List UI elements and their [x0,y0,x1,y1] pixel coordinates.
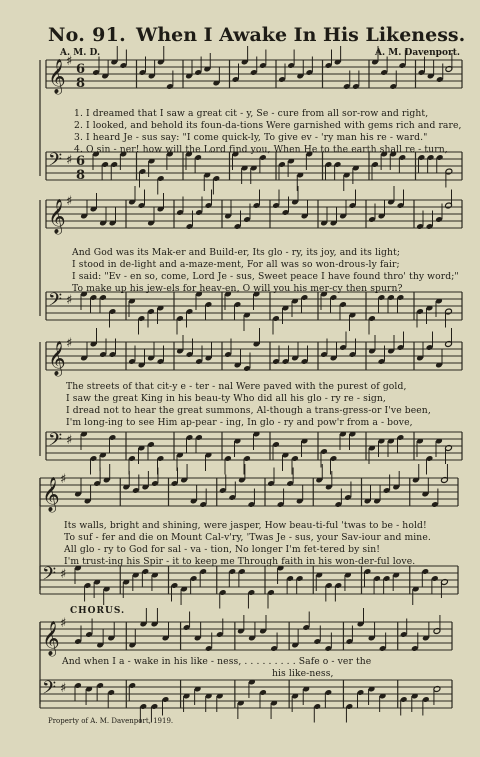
bass-clef-icon: 𝄢 [48,290,63,315]
words-credit: A. M. D. [60,48,101,58]
key-signature-sharp-icon: ♯ [66,336,73,351]
verse-1-line-2: And God was its Mak-er and Build-er, Its glo - ry, its joy, and its light; [72,247,401,258]
verse-2-line-2: I stood in de-light and a-maze-ment, For all was so won-drous-ly fair; [72,259,400,270]
verse-1-line-1: 1. I dreamed that I saw a great cit - y, Se - cure from all sor-row and right, [74,108,429,119]
treble-clef-icon: 𝄞 [48,199,66,234]
music-credit: A. M. Davenport. [375,48,460,58]
chorus-line-1: And when I a - wake in his like - ness, . . . . . . . . . Safe o - ver the [62,656,372,667]
verse-3-line-2: I said: "Ev - en so, come, Lord Je - sus, Sweet peace I have found thro' thy word;" [72,271,459,282]
verse-4-line-2: To make up his jew-els for heav-en, O will you his mer-cy then spurn? [72,283,403,294]
verse-1-line-4: Its walls, bright and shining, were jasper, How beau-ti-ful 'twas to be - hold! [64,520,427,531]
treble-clef-icon: 𝄞 [42,477,60,512]
key-signature-sharp-icon: ♯ [60,681,67,696]
time-signature-top: 6 [76,62,86,77]
bass-clef-icon: 𝄢 [42,678,57,703]
time-signature-bottom: 8 [76,76,86,91]
key-signature-sharp-icon: ♯ [66,54,73,69]
verse-3-line-3: I dread not to hear the great summons, Al-though a trans-gress-or I've been, [66,405,431,416]
verse-2-line-3: I saw the great King in his beau-ty Who did all his glo - ry re - sign, [66,393,386,404]
treble-clef-icon: 𝄞 [42,621,60,656]
verse-4-line-3: I'm long-ing to see Him ap-pear - ing, In glo - ry and pow'r from a - bove, [66,417,413,428]
chorus-line-2: his like-ness, [272,668,334,679]
verse-1-line-3: The streets of that cit-y e - ter - nal Were paved with the purest of gold, [66,381,407,392]
bass-clef-icon: 𝄢 [48,150,63,175]
hymn-number: No. 91. [48,24,127,46]
key-signature-sharp-icon: ♯ [66,293,73,308]
verse-4-line-4: I'm trust-ing his Spir - it to keep me Through faith in his won-der-ful love. [64,556,416,567]
bass-clef-icon: 𝄢 [42,564,57,589]
verse-2-line-1: 2. I looked, and behold its foun-da-tions Were garnished with gems rich and rare, [74,120,462,131]
copyright-footer: Property of A. M. Davenport, 1919. [48,717,174,725]
key-signature-sharp-icon: ♯ [66,153,73,168]
verse-3-line-1: 3. I heard Je - sus say: "I come quick-ly, To give ev - 'ry man his re - ward." [74,132,428,143]
chorus-label: CHORUS. [70,606,126,616]
verse-4-line-1: 4. O sin - ner! how will the Lord find you, When He to the earth shall re - turn, [74,144,448,155]
key-signature-sharp-icon: ♯ [66,433,73,448]
verse-3-line-4: All glo - ry to God for sal - va - tion, No longer I'm fet-tered by sin! [64,544,381,555]
time-signature-top: 6 [76,154,86,169]
key-signature-sharp-icon: ♯ [60,567,67,582]
key-signature-sharp-icon: ♯ [66,194,73,209]
verse-2-line-4: To suf - fer and die on Mount Cal-v'ry, 'Twas Je - sus, your Sav-iour and mine. [64,532,431,543]
key-signature-sharp-icon: ♯ [60,472,67,487]
bass-clef-icon: 𝄢 [48,430,63,455]
treble-clef-icon: 𝄞 [48,59,66,94]
time-signature-bottom: 8 [76,168,86,183]
treble-clef-icon: 𝄞 [48,341,66,376]
key-signature-sharp-icon: ♯ [60,616,67,631]
hymn-title: When I Awake In His Likeness. [136,24,466,46]
